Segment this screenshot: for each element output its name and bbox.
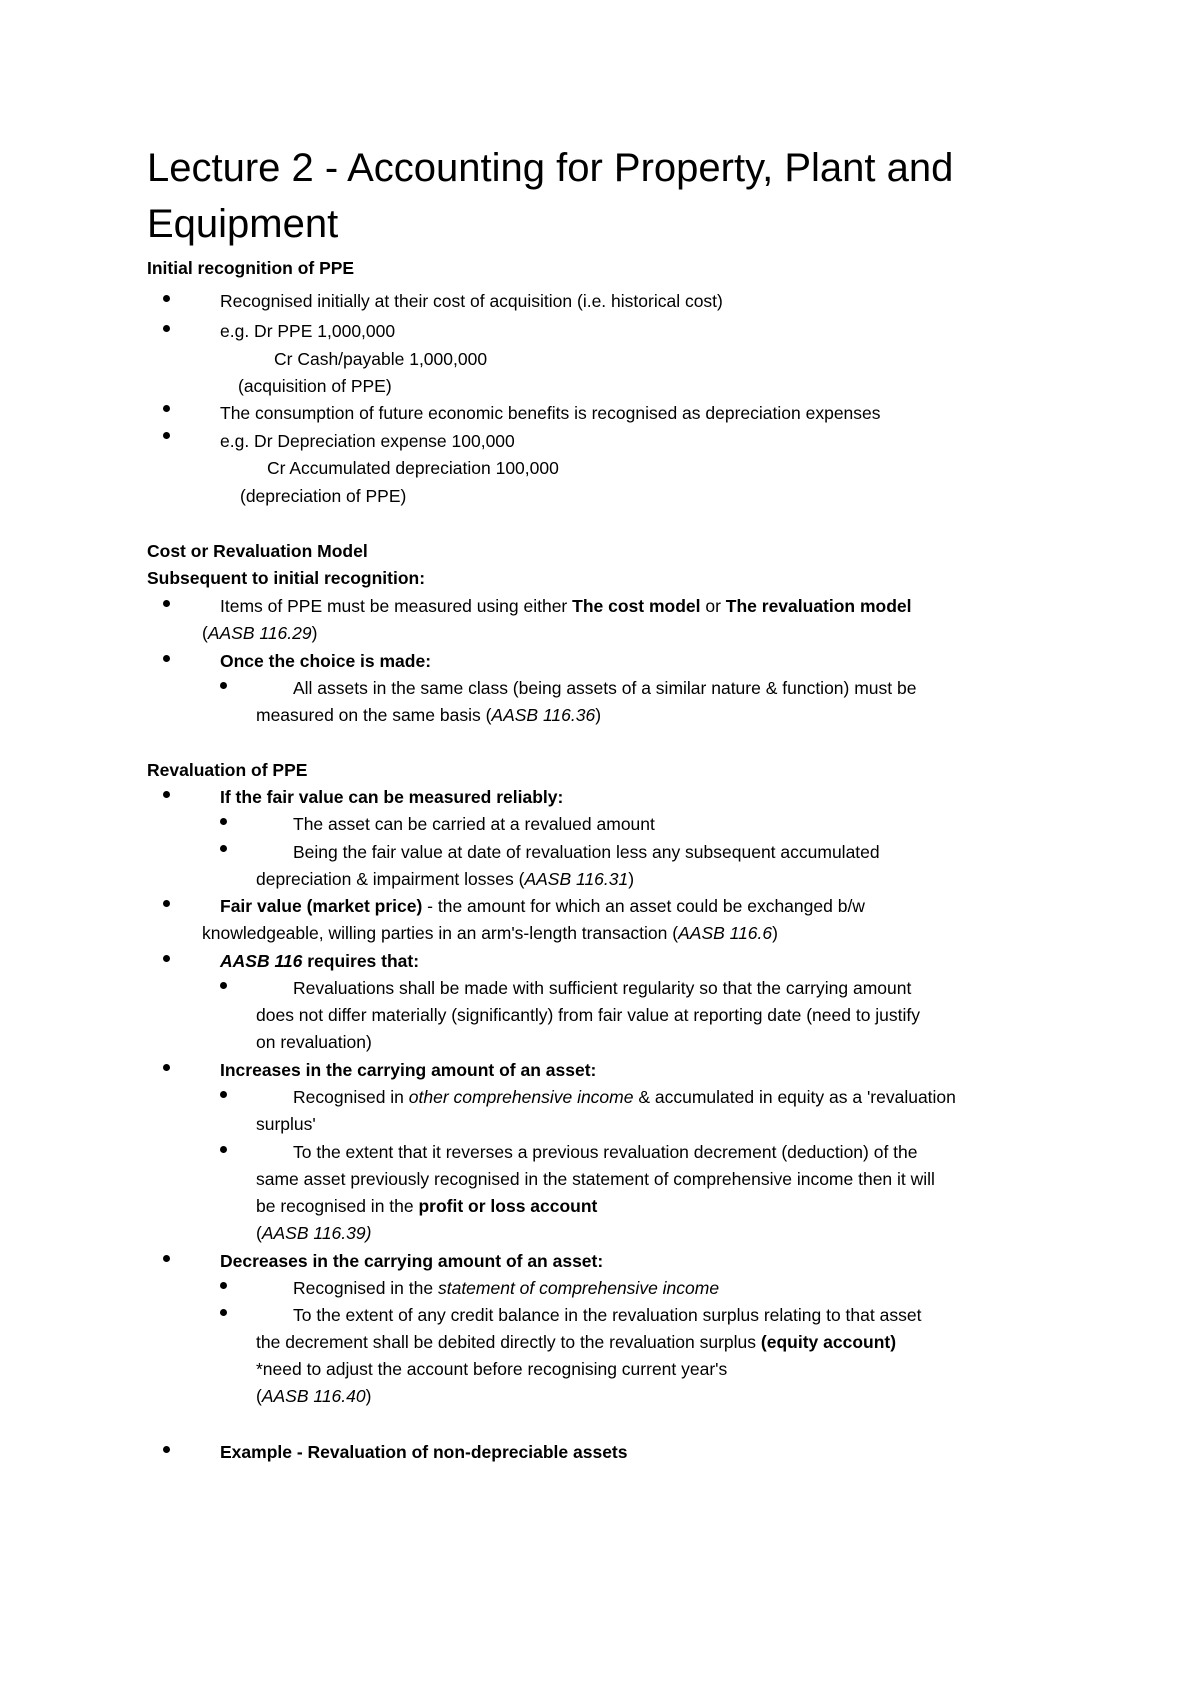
bullet-icon [163, 655, 170, 662]
bullet-icon [163, 791, 170, 798]
list-item [220, 895, 865, 917]
text-run: ) [772, 923, 778, 943]
journal-narration: (depreciation of PPE) [240, 486, 407, 506]
text-run: & accumulated in equity as a 'revaluation [633, 1087, 956, 1107]
standard-reference: AASB 116 [220, 951, 303, 971]
sub-list-item-continuation: does not differ materially (significantly) from fair value at reporting date (need to justify [256, 1005, 921, 1025]
list-item: e.g. Dr PPE 1,000,000 [220, 321, 396, 341]
text-run: the decrement shall be debited directly to the revaluation surplus [256, 1332, 761, 1352]
list-item: The consumption of future economic benefits is recognised as depreciation expenses [220, 403, 881, 423]
sub-list-item-continuation [256, 1195, 597, 1217]
bullet-icon [163, 955, 170, 962]
bullet-icon [163, 900, 170, 907]
sub-list-item: All assets in the same class (being assets of a similar nature & function) must be [293, 678, 917, 698]
text-run-bold: The cost model [572, 596, 701, 616]
text-run-bold: (equity account) [760, 1332, 897, 1352]
sub-list-item-continuation: surplus' [256, 1114, 316, 1134]
text-run: requires that: [302, 951, 420, 971]
text-run: ) [365, 1386, 372, 1406]
sub-list-item-continuation [256, 704, 601, 726]
section-heading-initial-recognition: Initial recognition of PPE [147, 258, 355, 278]
bullet-icon [220, 682, 227, 689]
sub-list-item-continuation [256, 1385, 371, 1407]
section-heading-cost-or-revaluation: Cost or Revaluation Model [147, 541, 368, 561]
bullet-icon [220, 1309, 227, 1316]
bullet-icon [163, 1064, 170, 1071]
bullet-icon [163, 600, 170, 607]
bullet-icon [220, 1091, 227, 1098]
sub-list-item-continuation: *need to adjust the account before recognising current year's [256, 1359, 728, 1379]
standard-reference: AASB 116.29 [207, 623, 312, 643]
sub-list-item-continuation [256, 868, 634, 890]
text-run-italic: other comprehensive income [408, 1087, 634, 1107]
bullet-icon [220, 818, 227, 825]
bullet-icon [163, 1446, 170, 1453]
text-run: Recognised in [293, 1087, 409, 1107]
sub-list-item-continuation: on revaluation) [256, 1032, 372, 1052]
text-run: ( [256, 1386, 262, 1406]
text-run: be recognised in the [256, 1196, 419, 1216]
sub-list-item: To the extent that it reverses a previous revaluation decrement (deduction) of the [293, 1142, 918, 1162]
sub-list-item-continuation: same asset previously recognised in the statement of comprehensive income then it will [256, 1169, 935, 1189]
text-run-italic: statement of comprehensive income [437, 1278, 720, 1298]
journal-credit-line: Cr Accumulated depreciation 100,000 [267, 458, 559, 478]
list-item: Increases in the carrying amount of an asset: [220, 1060, 597, 1080]
sub-list-item: Revaluations shall be made with sufficient regularity so that the carrying amount [293, 978, 912, 998]
list-item-continuation [202, 922, 778, 944]
section-heading-revaluation: Revaluation of PPE [147, 760, 308, 780]
text-run: ( [202, 623, 208, 643]
text-run: Recognised in the [293, 1278, 438, 1298]
page-title: Lecture 2 - Accounting for Property, Plant and Equipment [147, 146, 954, 246]
text-run: Items of PPE must be measured using either [220, 596, 573, 616]
list-item: Decreases in the carrying amount of an asset: [220, 1251, 604, 1271]
standard-reference: AASB 116.31 [524, 869, 629, 889]
bullet-icon [163, 295, 170, 302]
text-run: or [700, 596, 726, 616]
bullet-icon [163, 432, 170, 439]
text-run: depreciation & impairment losses ( [256, 869, 525, 889]
bullet-icon [220, 1146, 227, 1153]
list-item-continuation [202, 622, 317, 644]
text-run: ( [256, 1223, 262, 1243]
text-run-bold: The revaluation model [725, 596, 912, 616]
text-run-bold: profit or loss account [418, 1196, 598, 1216]
sub-list-item [293, 1086, 956, 1108]
standard-reference: AASB 116.6 [678, 923, 773, 943]
text-run: measured on the same basis ( [256, 705, 492, 725]
text-run: knowledgeable, willing parties in an arm's-length transaction ( [202, 923, 679, 943]
journal-narration: (acquisition of PPE) [238, 376, 392, 396]
text-run: ) [628, 869, 635, 889]
bullet-icon [163, 405, 170, 412]
sub-list-item-continuation [256, 1331, 896, 1353]
bullet-icon [220, 845, 227, 852]
list-item: e.g. Dr Depreciation expense 100,000 [220, 431, 515, 451]
sub-list-item: The asset can be carried at a revalued amount [293, 814, 655, 834]
bullet-icon [163, 325, 170, 332]
sub-list-item: Being the fair value at date of revaluation less any subsequent accumulated [293, 842, 880, 862]
journal-credit-line: Cr Cash/payable 1,000,000 [274, 349, 488, 369]
list-item: Recognised initially at their cost of acquisition (i.e. historical cost) [220, 291, 723, 311]
standard-reference: AASB 116.39) [261, 1223, 372, 1243]
bullet-icon [220, 1282, 227, 1289]
text-run: - the amount for which an asset could be exchanged b/w [422, 896, 865, 916]
text-run-bold: Fair value (market price) [220, 896, 423, 916]
standard-reference: AASB 116.36 [491, 705, 596, 725]
sub-list-item [293, 1277, 719, 1299]
list-item: If the fair value can be measured reliably: [220, 787, 564, 807]
bullet-icon [163, 1255, 170, 1262]
sub-list-item-continuation [256, 1222, 371, 1244]
bullet-icon [220, 982, 227, 989]
list-item: Example - Revaluation of non-depreciable assets [220, 1442, 628, 1462]
list-item [220, 950, 419, 972]
sub-list-item: To the extent of any credit balance in the revaluation surplus relating to that asset [293, 1305, 922, 1325]
section-subheading: Subsequent to initial recognition: [147, 568, 426, 588]
standard-reference: AASB 116.40 [261, 1386, 366, 1406]
list-item [220, 595, 912, 617]
list-item: Once the choice is made: [220, 651, 432, 671]
text-run: ) [311, 623, 318, 643]
text-run: ) [595, 705, 602, 725]
